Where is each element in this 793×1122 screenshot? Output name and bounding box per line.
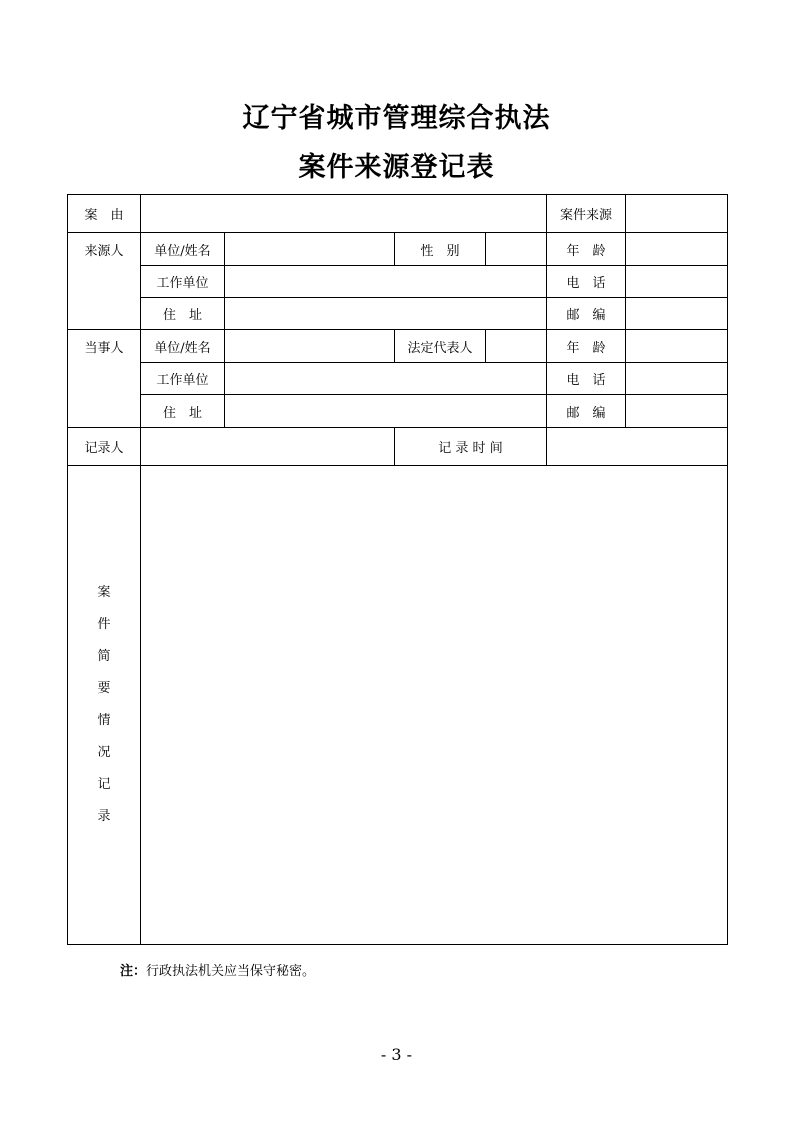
informant-age-field[interactable] [626, 233, 728, 266]
party-address-label: 住 址 [141, 395, 225, 428]
party-phone-field[interactable] [626, 363, 728, 395]
informant-address-label: 住 址 [141, 298, 225, 330]
party-postcode-label: 邮 编 [547, 395, 626, 428]
recorder-label: 记录人 [68, 428, 141, 466]
case-source-label: 案件来源 [547, 195, 626, 233]
party-label-cell [68, 395, 141, 428]
record-time-label: 记 录 时 间 [395, 428, 547, 466]
form-title-line2: 案件来源登记表 [298, 152, 495, 183]
informant-gender-label: 性 别 [395, 233, 486, 266]
case-source-field[interactable] [626, 195, 728, 233]
case-reason-field[interactable] [141, 195, 547, 233]
party-unit-name-label: 单位/姓名 [141, 330, 225, 363]
informant-label: 来源人 [68, 233, 141, 266]
party-unit-name-field[interactable] [225, 330, 395, 363]
party-age-label: 年 龄 [547, 330, 626, 363]
summary-label: 案件简要情况记录 [97, 585, 111, 824]
form-title-line1: 辽宁省城市管理综合执法 [242, 103, 551, 134]
party-age-field[interactable] [626, 330, 728, 363]
summary-label-cell [68, 466, 141, 945]
case-reason-label: 案 由 [68, 195, 141, 233]
case-source-register-table [67, 194, 728, 945]
party-label: 当事人 [68, 330, 141, 363]
summary-field[interactable] [141, 466, 728, 945]
informant-unit-name-label: 单位/姓名 [141, 233, 225, 266]
party-address-field[interactable] [225, 395, 547, 428]
informant-work-unit-label: 工作单位 [141, 266, 225, 298]
informant-label-cell [68, 266, 141, 298]
party-label-cell [68, 363, 141, 395]
informant-postcode-label: 邮 编 [547, 298, 626, 330]
informant-unit-name-field[interactable] [225, 233, 395, 266]
confidentiality-note [120, 960, 315, 979]
informant-age-label: 年 龄 [547, 233, 626, 266]
note-text: 行政执法机关应当保守秘密。 [146, 964, 316, 979]
party-postcode-field[interactable] [626, 395, 728, 428]
record-time-field[interactable] [547, 428, 728, 466]
informant-work-unit-field[interactable] [225, 266, 547, 298]
informant-label-cell [68, 298, 141, 330]
party-legal-rep-label: 法定代表人 [395, 330, 486, 363]
party-phone-label: 电 话 [547, 363, 626, 395]
informant-phone-field[interactable] [626, 266, 728, 298]
informant-postcode-field[interactable] [626, 298, 728, 330]
recorder-field[interactable] [141, 428, 395, 466]
note-prefix: 注： [120, 964, 147, 979]
party-work-unit-field[interactable] [225, 363, 547, 395]
informant-gender-field[interactable] [486, 233, 547, 266]
informant-phone-label: 电 话 [547, 266, 626, 298]
party-work-unit-label: 工作单位 [141, 363, 225, 395]
page-number: - 3 - [380, 1045, 413, 1064]
party-legal-rep-field[interactable] [486, 330, 547, 363]
informant-address-field[interactable] [225, 298, 547, 330]
